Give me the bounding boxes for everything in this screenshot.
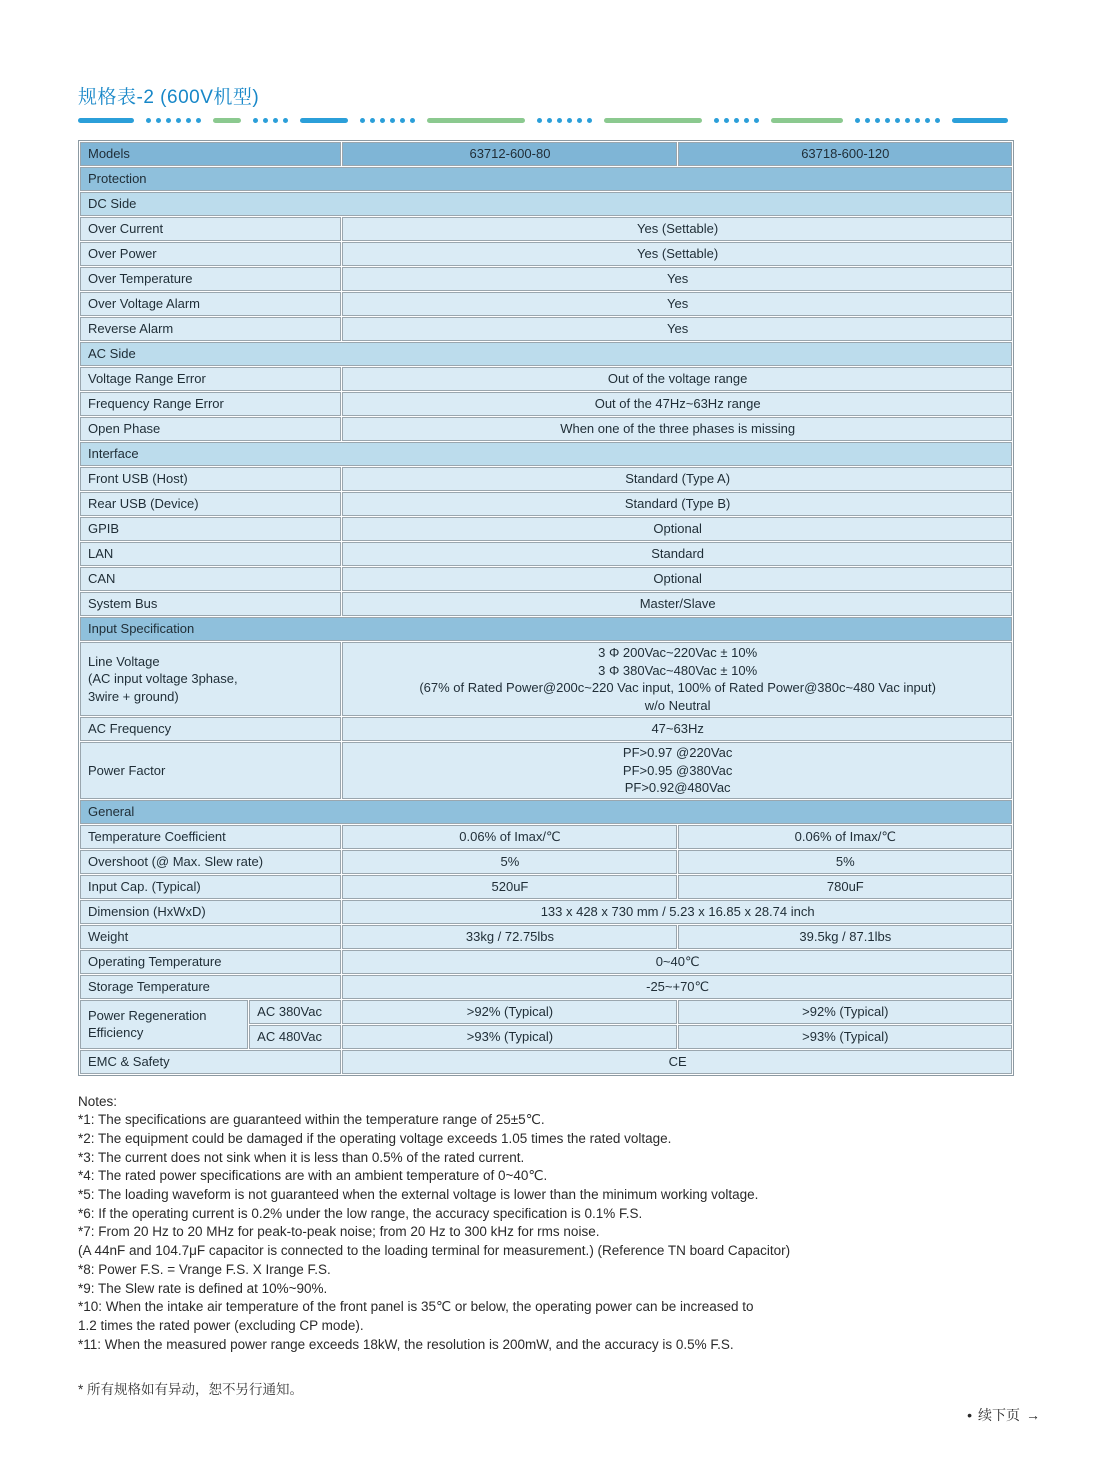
- note-line: *6: If the operating current is 0.2% under the low range, the accuracy specification is 0.1% F.S.: [78, 1205, 643, 1221]
- note-line: *1: The specifications are guaranteed within the temperature range of 25±5℃.: [78, 1112, 545, 1128]
- spec-row: [80, 567, 1012, 591]
- spec-row: [80, 975, 1012, 999]
- divider-line: [604, 118, 702, 123]
- spec-sub-label: AC 380Vac: [249, 1000, 341, 1024]
- note-line: 1.2 times the rated power (excluding CP mode).: [78, 1317, 364, 1333]
- spec-row: [80, 292, 1012, 316]
- divider-line: [78, 118, 134, 123]
- spec-value: >92% (Typical): [678, 1000, 1012, 1024]
- spec-row-label: Frequency Range Error: [80, 392, 341, 416]
- notes-heading: Notes:: [78, 1093, 118, 1109]
- spec-value: 5%: [342, 850, 676, 874]
- spec-row: [80, 392, 1012, 416]
- note-line: (A 44nF and 104.7μF capacitor is connected to the loading terminal for measurement.) (Reference TN board Capacitor): [78, 1243, 791, 1259]
- spec-row: [80, 217, 1012, 241]
- spec-row-label: Rear USB (Device): [80, 492, 341, 516]
- section-row: [80, 167, 1012, 191]
- spec-row-label: Over Current: [80, 217, 341, 241]
- spec-row: [80, 1000, 1012, 1024]
- note-line: *11: When the measured power range exceeds 18kW, the resolution is 200mW, and the accuracy is 0.5% F.S.: [78, 1336, 734, 1352]
- spec-row-label: EMC & Safety: [80, 1050, 341, 1074]
- spec-value: When one of the three phases is missing: [342, 417, 1012, 441]
- spec-row: [80, 242, 1012, 266]
- spec-value: Standard: [342, 542, 1012, 566]
- spec-row-label: Power Factor: [80, 742, 341, 799]
- subsection-row: [80, 342, 1012, 366]
- spec-value: Optional: [342, 567, 1012, 591]
- spec-row: [80, 1050, 1012, 1074]
- spec-value: 0.06% of Imax/℃: [342, 825, 676, 849]
- cell-line: (AC input voltage 3phase,: [88, 671, 238, 687]
- spec-row-label: Storage Temperature: [80, 975, 341, 999]
- spec-value: >92% (Typical): [342, 1000, 676, 1024]
- footnote: * 所有规格如有异动，恕不另行通知。: [78, 1382, 304, 1398]
- cell-line: Line Voltage: [88, 653, 160, 669]
- divider-line: [427, 118, 525, 123]
- section-row: [80, 617, 1012, 641]
- spec-value: 0~40℃: [342, 950, 1012, 974]
- spec-value: Yes: [342, 292, 1012, 316]
- cell-line: w/o Neutral: [644, 697, 711, 713]
- bullet-icon: •: [967, 1407, 972, 1423]
- spec-row-label: Operating Temperature: [80, 950, 341, 974]
- spec-row-label: Reverse Alarm: [80, 317, 341, 341]
- section-label: General: [80, 800, 1012, 824]
- spec-row: [80, 717, 1012, 741]
- spec-row-label: Power Regeneration Efficiency: [80, 1000, 248, 1049]
- spec-value: 133 x 428 x 730 mm / 5.23 x 16.85 x 28.74 inch: [342, 900, 1012, 924]
- spec-value: Yes (Settable): [342, 217, 1012, 241]
- spec-value: >93% (Typical): [678, 1025, 1012, 1049]
- note-line: *10: When the intake air temperature of the front panel is 35℃ or below, the operating power can be increased to: [78, 1299, 754, 1315]
- spec-row: [80, 850, 1012, 874]
- note-line: *9: The Slew rate is defined at 10%~90%.: [78, 1280, 328, 1296]
- spec-row: [80, 417, 1012, 441]
- spec-value: Out of the voltage range: [342, 367, 1012, 391]
- spec-row: [80, 467, 1012, 491]
- cell-line: PF>0.95 @380Vac: [622, 762, 733, 778]
- spec-value: -25~+70℃: [342, 975, 1012, 999]
- spec-table: [78, 140, 1014, 1076]
- spec-value: 0.06% of Imax/℃: [678, 825, 1012, 849]
- spec-row-label: AC Frequency: [80, 717, 341, 741]
- cell-line: (67% of Rated Power@200c~220 Vac input, 100% of Rated Power@380c~480 Vac input): [419, 680, 936, 695]
- spec-row: [80, 317, 1012, 341]
- spec-row-label: Front USB (Host): [80, 467, 341, 491]
- spec-value: >93% (Typical): [342, 1025, 676, 1049]
- spec-row-label: System Bus: [80, 592, 341, 616]
- spec-row: [80, 517, 1012, 541]
- spec-row: [80, 592, 1012, 616]
- cell-line: 3 Φ 200Vac~220Vac ± 10%: [598, 645, 758, 660]
- spec-value: 47~63Hz: [342, 717, 1012, 741]
- spec-row: [80, 925, 1012, 949]
- spec-value: Yes: [342, 317, 1012, 341]
- note-line: *2: The equipment could be damaged if the operating voltage exceeds 1.05 times the rated voltage.: [78, 1130, 672, 1146]
- spec-row-label: [80, 642, 341, 716]
- spec-row: [80, 825, 1012, 849]
- spec-value: 33kg / 72.75lbs: [342, 925, 676, 949]
- model-number: 63718-600-120: [678, 142, 1012, 166]
- spec-row-label: Dimension (HxWxD): [80, 900, 341, 924]
- divider-dots: [146, 118, 201, 123]
- divider-line: [213, 118, 241, 123]
- spec-row: [80, 267, 1012, 291]
- spec-value: 780uF: [678, 875, 1012, 899]
- spec-value: [342, 642, 1012, 716]
- models-header-label: Models: [80, 142, 341, 166]
- spec-row: [80, 367, 1012, 391]
- spec-value: Master/Slave: [342, 592, 1012, 616]
- spec-value: Standard (Type B): [342, 492, 1012, 516]
- spec-sub-label: AC 480Vac: [249, 1025, 341, 1049]
- spec-value: Yes: [342, 267, 1012, 291]
- spec-row: [80, 492, 1012, 516]
- divider-dots: [537, 118, 592, 123]
- models-header-row: [80, 142, 1012, 166]
- spec-value: Optional: [342, 517, 1012, 541]
- spec-row: [80, 875, 1012, 899]
- spec-row-label: Overshoot (@ Max. Slew rate): [80, 850, 341, 874]
- spec-row-label: Weight: [80, 925, 341, 949]
- divider-line: [771, 118, 843, 123]
- divider-dots: [253, 118, 288, 123]
- note-line: *5: The loading waveform is not guaranteed when the external voltage is lower than the minimum working voltage.: [78, 1187, 759, 1203]
- spec-row: [80, 742, 1012, 799]
- section-label: Protection: [80, 167, 1012, 191]
- spec-row-label: Open Phase: [80, 417, 341, 441]
- title-divider: [78, 116, 1013, 124]
- cell-line: 3wire + ground): [88, 688, 179, 704]
- spec-value: Out of the 47Hz~63Hz range: [342, 392, 1012, 416]
- spec-row-label: Input Cap. (Typical): [80, 875, 341, 899]
- note-line: *7: From 20 Hz to 20 MHz for peak-to-peak noise; from 20 Hz to 300 kHz for rms noise.: [78, 1224, 600, 1240]
- arrow-right-icon: →: [1026, 1407, 1040, 1423]
- subsection-label: Interface: [80, 442, 1012, 466]
- cell-line: PF>0.97 @220Vac: [622, 745, 733, 760]
- spec-row-label: CAN: [80, 567, 341, 591]
- divider-line: [300, 118, 348, 123]
- spec-value: [342, 742, 1012, 799]
- note-line: *3: The current does not sink when it is less than 0.5% of the rated current.: [78, 1149, 525, 1165]
- section-label: Input Specification: [80, 617, 1012, 641]
- cell-line: 3 Φ 380Vac~480Vac ± 10%: [598, 662, 758, 678]
- spec-value: CE: [342, 1050, 1012, 1074]
- continue-next-page: [967, 1405, 1040, 1425]
- spec-row-label: Temperature Coefficient: [80, 825, 341, 849]
- spec-row-label: Over Voltage Alarm: [80, 292, 341, 316]
- spec-row-label: GPIB: [80, 517, 341, 541]
- model-number: 63712-600-80: [342, 142, 676, 166]
- note-line: *8: Power F.S. = Vrange F.S. X Irange F.S.: [78, 1261, 331, 1277]
- divider-dots: [360, 118, 415, 123]
- spec-value: Yes (Settable): [342, 242, 1012, 266]
- subsection-row: [80, 192, 1012, 216]
- section-row: [80, 800, 1012, 824]
- spec-value: 520uF: [342, 875, 676, 899]
- spec-row-label: Over Power: [80, 242, 341, 266]
- spec-table-body: [80, 142, 1012, 1074]
- spec-row-label: LAN: [80, 542, 341, 566]
- divider-line: [952, 118, 1008, 123]
- spec-value: 39.5kg / 87.1lbs: [678, 925, 1012, 949]
- spec-row: [80, 950, 1012, 974]
- spec-row: [80, 642, 1012, 716]
- page-title: 规格表-2 (600V机型): [78, 87, 260, 108]
- divider-dots: [855, 118, 940, 123]
- subsection-label: AC Side: [80, 342, 1012, 366]
- divider-dots: [714, 118, 759, 123]
- subsection-label: DC Side: [80, 192, 1012, 216]
- spec-row: [80, 900, 1012, 924]
- spec-row-label: Voltage Range Error: [80, 367, 341, 391]
- spec-value: Standard (Type A): [342, 467, 1012, 491]
- subsection-row: [80, 442, 1012, 466]
- note-line: *4: The rated power specifications are with an ambient temperature of 0~40℃.: [78, 1168, 548, 1184]
- spec-row: [80, 542, 1012, 566]
- notes-block: [78, 1093, 1013, 1355]
- cell-line: PF>0.92@480Vac: [624, 780, 731, 795]
- continue-label: 续下页: [978, 1407, 1020, 1423]
- spec-value: 5%: [678, 850, 1012, 874]
- spec-row-label: Over Temperature: [80, 267, 341, 291]
